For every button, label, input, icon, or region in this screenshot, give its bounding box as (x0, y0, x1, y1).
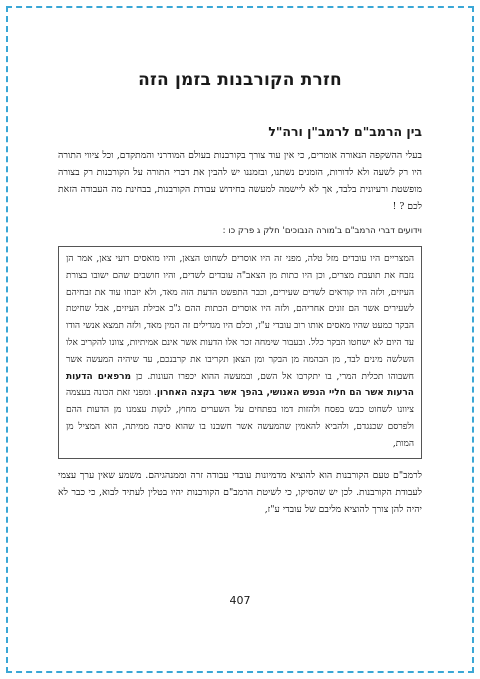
page-number: 407 (229, 594, 251, 607)
quote-box (58, 246, 422, 459)
intro-paragraph: בעלי ההשקפה הנאורה אומרים, כי אין עוד צורך בקורבנות בעולם המודרני והמתקדם, וכל ציווי התורה היו רק לשעה ולא לדורות, הזמנים נשתנו, ובזמננו יש להבין את דברי התורה על הקורבנות רק בצורה מופשטת ורעיונית בלבד, אך לא ליישמה למעשה בחידוש עבודת הקורבנות, בבחינת מה העבודה הזאת לכם ? ! (58, 150, 422, 212)
quote-text-part1: המצריים היו עובדים מזל טלה, מפני זה היו אוסרים לשחוט הצאן, והיו מואסים רועי צאן, אמר הן נזבח את תועבת מצרים, וכן היו כתות מן הצאב"ה עובדים לשדים, והיו חושבים שהם ישובו בצורת העיזים, ולזה היו קוראים לשדים שעירים, וכבר התפשט הדעת הזה מאד, ולא יזבחו עוד את זבחיהם לשעירים אשר הם זונים אחריהם, ולזה היו אוסרים הכתות ההם ג"כ אכילת העיזים, אבל שחיטת הבקר כמעט שהיו מאסים אותו רוב עובדי ע"ז, וכלם היו מגדילים זה המין מאד, ולזה תמצא אנשי הודו עד היום לא ישחטו הבקר כלל. ובעבור שימחה זכר אלו הדעות אשר אינם אמיתיות, צוונו להקריב אלו השלשה מינים לבד, מן הבהמה מן הבקר ומן הצאן תקריבו את קרבנכם, עד שיהיה המעשה אשר חשבוהו תכלית המרי, בו יתקרבו אל השם, ובמעשה ההוא יכפרו העונות. כן (66, 254, 414, 382)
page-title: חזרת הקורבנות בזמן הזה (138, 70, 342, 90)
closing-paragraph: לרמב"ם טעם הקורבנות הוא להוציא מדמיונות עובדי עבודה זרה וממנהגיהם. משמע שאין ערך עצמי לעבודת הקורבנות. לכן יש שהסיקו, כי לשיטת הרמב"ם הקורבנות יהיו בטלין לעתיד לבוא, כי כבר לא יהיה להן צורך להוציא מליבם של עובדי ע"ז, (58, 469, 422, 515)
quote-text-part2: . ומפני זאת הכונה בעצמה ציוונו לשחוט כבש בפסח ולהזות דמו בפתחים על השערים מחוץ, לנקות עצמנו מן הדעות ההם ולפרסם שכנגדם, ולהביא להאמין שהמעשה אשר חשבנו בו שהוא סיבה ממיתה, הוא המציל מן המות, (66, 388, 414, 449)
source-citation: וידועים דברי הרמב"ם ב'מורה הנבוכים' חלק ג פרק כו : (222, 226, 422, 236)
section-subtitle: בין הרמב"ם לרמב"ן ורה"ל (268, 124, 422, 139)
quote-text (66, 251, 414, 453)
page-content (58, 70, 422, 518)
quote-bold-text: מרפאים הדעות הרעות אשר הם חליי הנפש האנושי, בהפך אשר בקצה האחרון (66, 371, 414, 399)
